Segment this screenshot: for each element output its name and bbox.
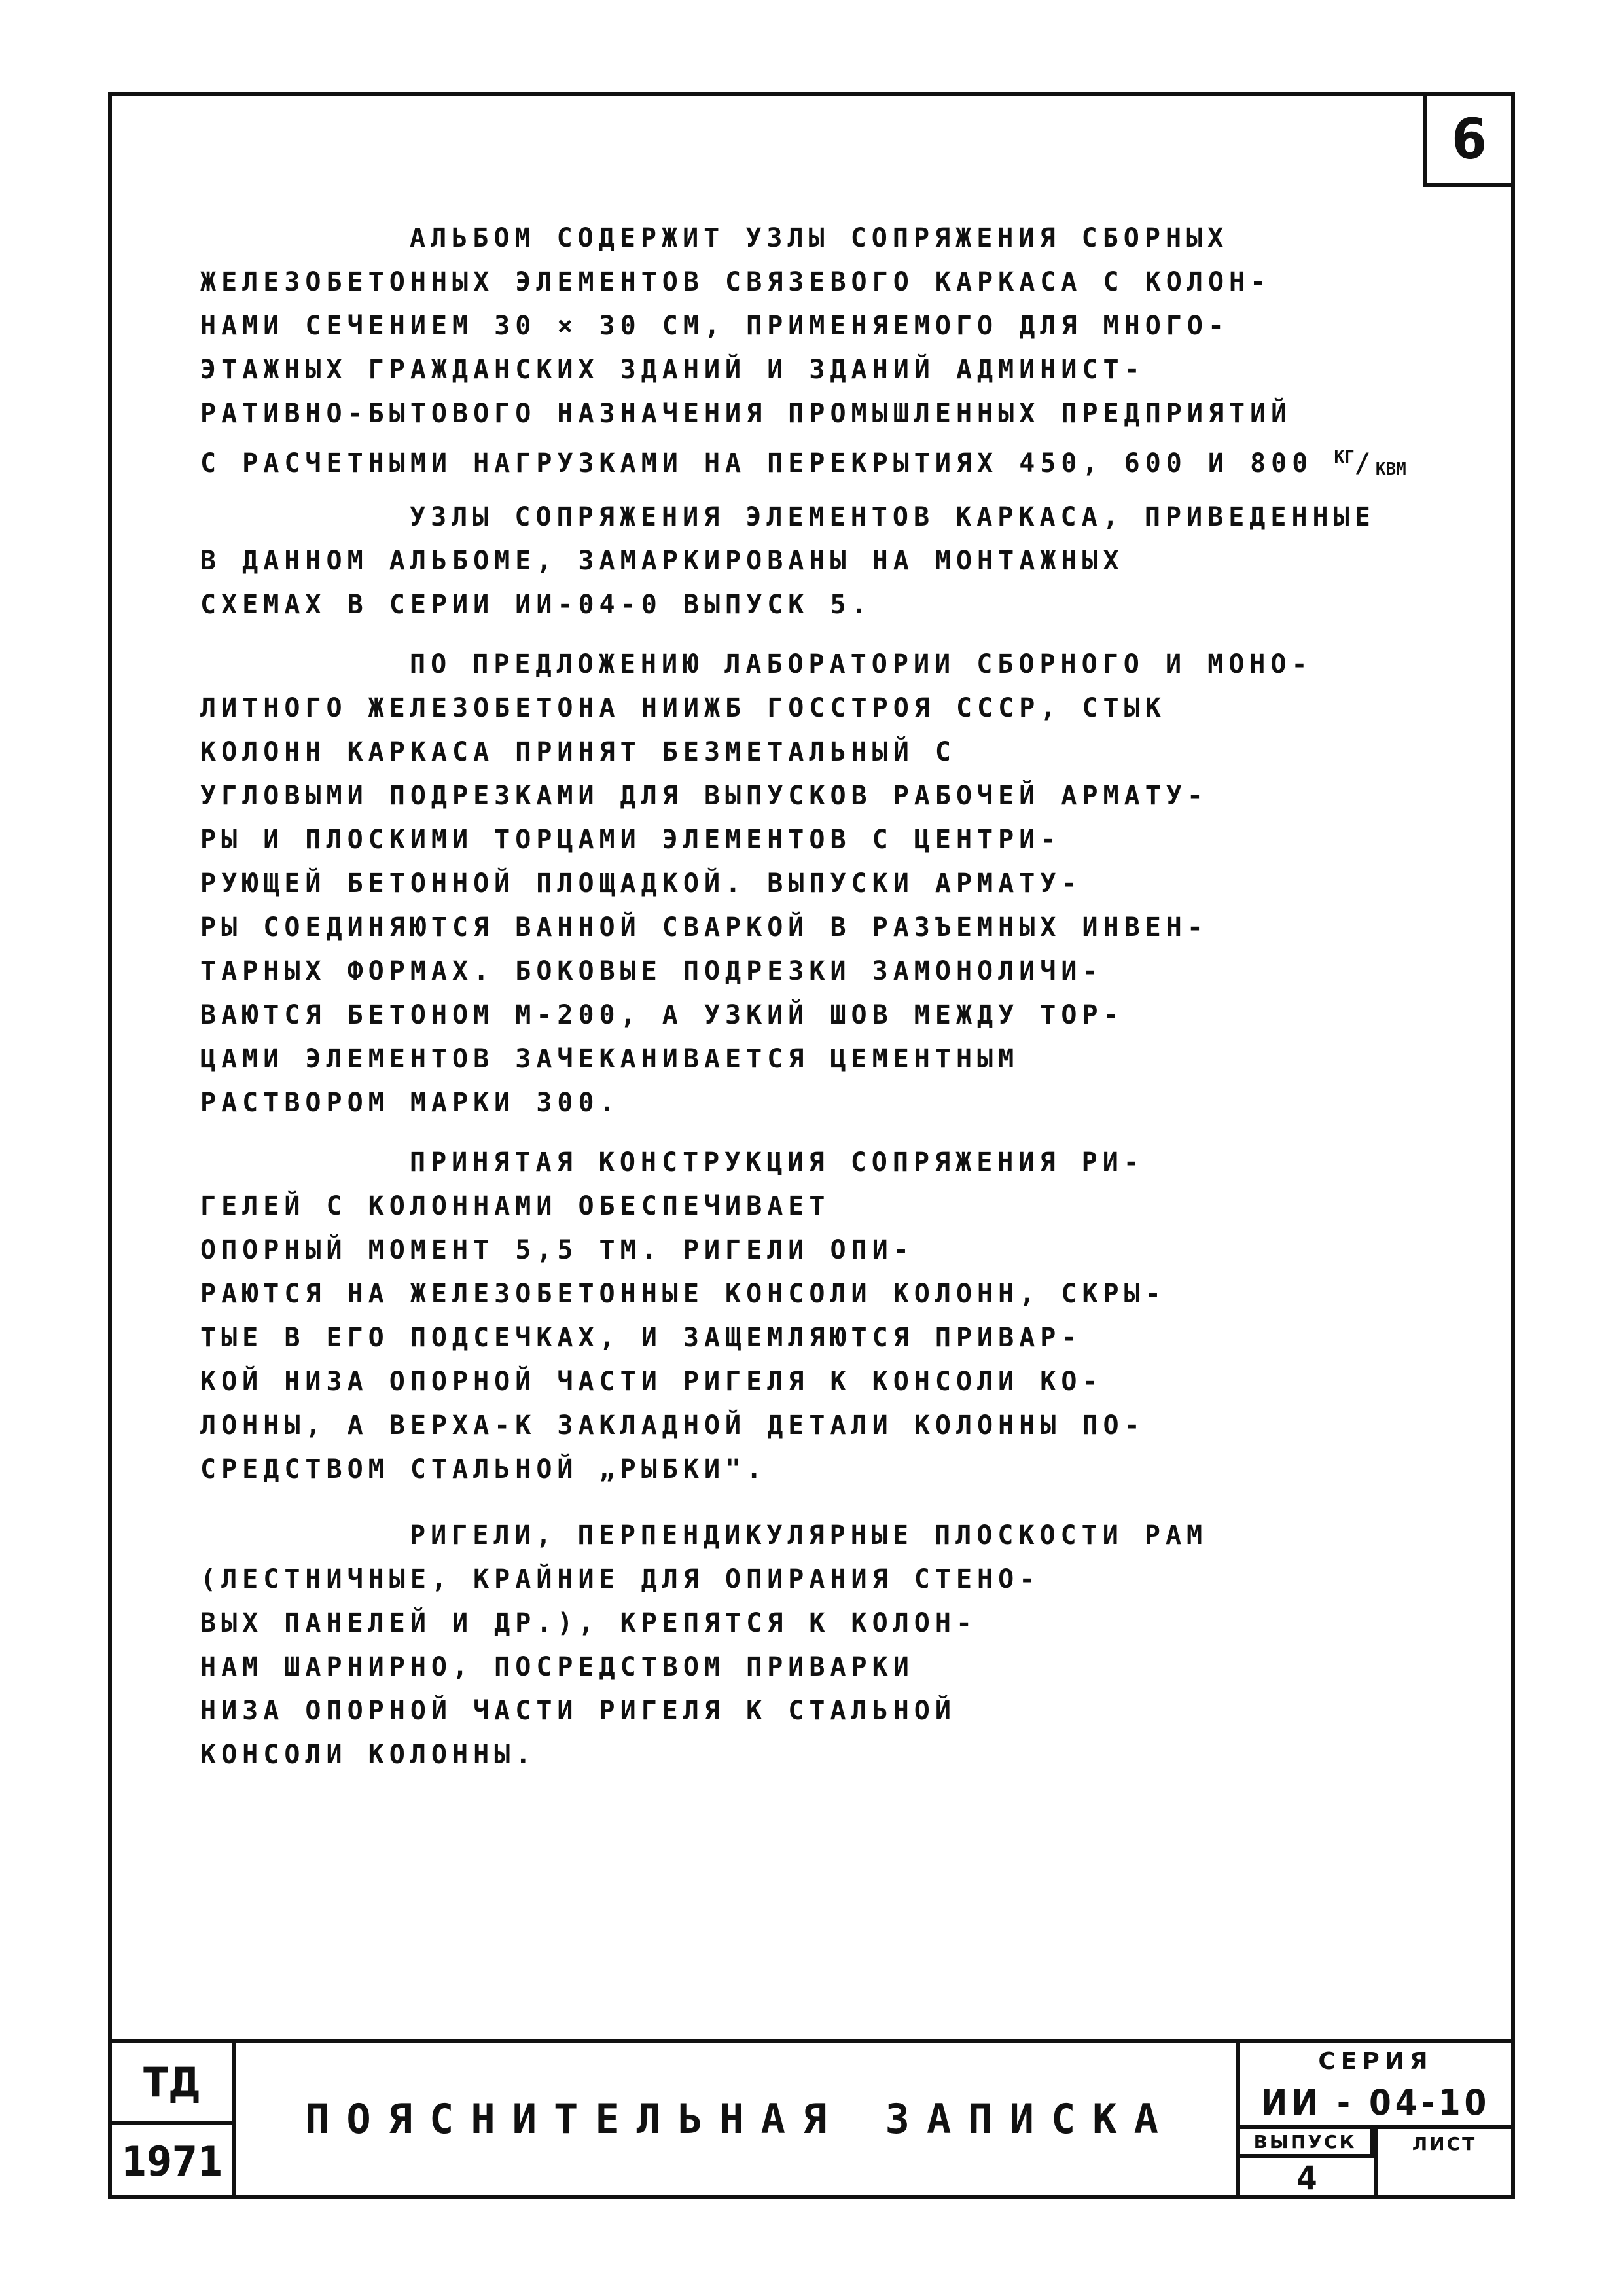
sheet-number: 6 [1423,92,1515,187]
text-line: РЫ СОЕДИНЯЮТСЯ ВАННОЙ СВАРКОЙ В РАЗЪЕМНЫХ ИНВЕН- [200,912,1208,942]
paragraph-4 [200,1141,1450,1492]
text-line: РЫ И ПЛОСКИМИ ТОРЦАМИ ЭЛЕМЕНТОВ С ЦЕНТРИ- [200,825,1061,855]
org-code: ТД [112,2043,232,2125]
paragraph-2 [200,495,1450,627]
series-label: СЕРИЯ [1318,2047,1433,2075]
text-line: ЛИТНОГО ЖЕЛЕЗОБЕТОНА НИИЖБ ГОССТРОЯ СССР, СТЫК [200,693,1166,723]
text-line: РАЮТСЯ НА ЖЕЛЕЗОБЕТОННЫЕ КОНСОЛИ КОЛОНН, СКРЫ- [200,1279,1166,1309]
load-unit-denominator: КВМ [1375,459,1406,479]
text-line: НАМИ СЕЧЕНИЕМ 30 × 30 СМ, ПРИМЕНЯЕМОГО ДЛЯ МНОГО- [200,311,1230,341]
text-line: СХЕМАХ В СЕРИИ ИИ-04-0 ВЫПУСК 5. [200,590,872,620]
load-unit-numerator: КГ [1334,448,1355,467]
text-line: ОПОРНЫЙ МОМЕНТ 5,5 ТМ. РИГЕЛИ ОПИ- [200,1235,914,1265]
text-line: С РАСЧЕТНЫМИ НАГРУЗКАМИ НА ПЕРЕКРЫТИЯХ 450, 600 И 800 $^{КГ}$/КВМ [200,448,1406,479]
title-block-series [1236,2043,1511,2195]
text-line: РАСТВОРОМ МАРКИ 300. [200,1088,620,1118]
issue-label: ВЫПУСК [1240,2129,1374,2158]
title-block [108,2039,1515,2199]
text-line: КОЙ НИЗА ОПОРНОЙ ЧАСТИ РИГЕЛЯ К КОНСОЛИ КО- [200,1367,1103,1397]
issue-cell [1240,2129,1374,2198]
text-line: НАМ ШАРНИРНО, ПОСРЕДСТВОМ ПРИВАРКИ [200,1652,914,1682]
year: 1971 [121,2137,223,2185]
issue-sheet-cells [1240,2129,1511,2198]
text-line: НИЗА ОПОРНОЙ ЧАСТИ РИГЕЛЯ К СТАЛЬНОЙ [200,1696,956,1726]
text-line: В ДАННОМ АЛЬБОМЕ, ЗАМАРКИРОВАНЫ НА МОНТАЖНЫХ [200,546,1124,576]
text-line: ВАЮТСЯ БЕТОНОМ М-200, А УЗКИЙ ШОВ МЕЖДУ ТОР- [200,1000,1124,1030]
document-title: ПОЯСНИТЕЛЬНАЯ ЗАПИСКА [305,2095,1175,2143]
paragraph-3 [200,643,1450,1125]
text-line: КОНСОЛИ КОЛОННЫ. [200,1740,537,1770]
text-line: АЛЬБОМ СОДЕРЖИТ УЗЛЫ СОПРЯЖЕНИЯ СБОРНЫХ [410,223,1229,253]
drawing-sheet [108,92,1515,2199]
text-line: СРЕДСТВОМ СТАЛЬНОЙ „РЫБКИ". [200,1454,768,1484]
text-line: ЦАМИ ЭЛЕМЕНТОВ ЗАЧЕКАНИВАЕТСЯ ЦЕМЕНТНЫМ [200,1044,1020,1074]
text-line: УГЛОВЫМИ ПОДРЕЗКАМИ ДЛЯ ВЫПУСКОВ РАБОЧЕЙ АРМАТУ- [200,781,1208,811]
text-line: ПРИНЯТАЯ КОНСТРУКЦИЯ СОПРЯЖЕНИЯ РИ- [410,1147,1145,1177]
title-block-org [112,2043,236,2195]
text-line: РИГЕЛИ, ПЕРПЕНДИКУЛЯРНЫЕ ПЛОСКОСТИ РАМ [410,1520,1208,1551]
text-line: ВЫХ ПАНЕЛЕЙ И ДР.), КРЕПЯТСЯ К КОЛОН- [200,1608,978,1638]
paragraph-1 [200,217,1450,480]
text-line: ТЫЕ В ЕГО ПОДСЕЧКАХ, И ЗАЩЕМЛЯЮТСЯ ПРИВАР- [200,1323,1082,1353]
text-line: ЖЕЛЕЗОБЕТОННЫХ ЭЛЕМЕНТОВ СВЯЗЕВОГО КАРКАСА С КОЛОН- [200,267,1272,297]
text-line: КОЛОНН КАРКАСА ПРИНЯТ БЕЗМЕТАЛЬНЫЙ С [200,737,956,767]
text-line: ЛОННЫ, А ВЕРХА-К ЗАКЛАДНОЙ ДЕТАЛИ КОЛОННЫ ПО- [200,1410,1145,1441]
text-line: РАТИВНО-БЫТОВОГО НАЗНАЧЕНИЯ ПРОМЫШЛЕННЫХ ПРЕДПРИЯТИЙ [200,399,1293,429]
text-line: ПО ПРЕДЛОЖЕНИЮ ЛАБОРАТОРИИ СБОРНОГО И МОНО- [410,649,1313,679]
text-line: (ЛЕСТНИЧНЫЕ, КРАЙНИЕ ДЛЯ ОПИРАНИЯ СТЕНО- [200,1564,1041,1594]
sheet-cell [1374,2129,1511,2198]
text-line: УЗЛЫ СОПРЯЖЕНИЯ ЭЛЕМЕНТОВ КАРКАСА, ПРИВЕДЕННЫЕ [410,502,1376,532]
series-value: ИИ - 04-10 [1240,2079,1511,2129]
text-line: ЭТАЖНЫХ ГРАЖДАНСКИХ ЗДАНИЙ И ЗДАНИЙ АДМИНИСТ- [200,355,1145,385]
text-line: ГЕЛЕЙ С КОЛОННАМИ ОБЕСПЕЧИВАЕТ [200,1191,830,1221]
issue-value: 4 [1296,2159,1317,2197]
text-line: РУЮЩЕЙ БЕТОННОЙ ПЛОЩАДКОЙ. ВЫПУСКИ АРМАТУ- [200,869,1082,899]
paragraph-5 [200,1514,1450,1777]
explanatory-text [200,217,1450,1793]
sheet-label: ЛИСТ [1412,2132,1477,2155]
text-line: ТАРНЫХ ФОРМАХ. БОКОВЫЕ ПОДРЕЗКИ ЗАМОНОЛИЧИ- [200,956,1103,986]
